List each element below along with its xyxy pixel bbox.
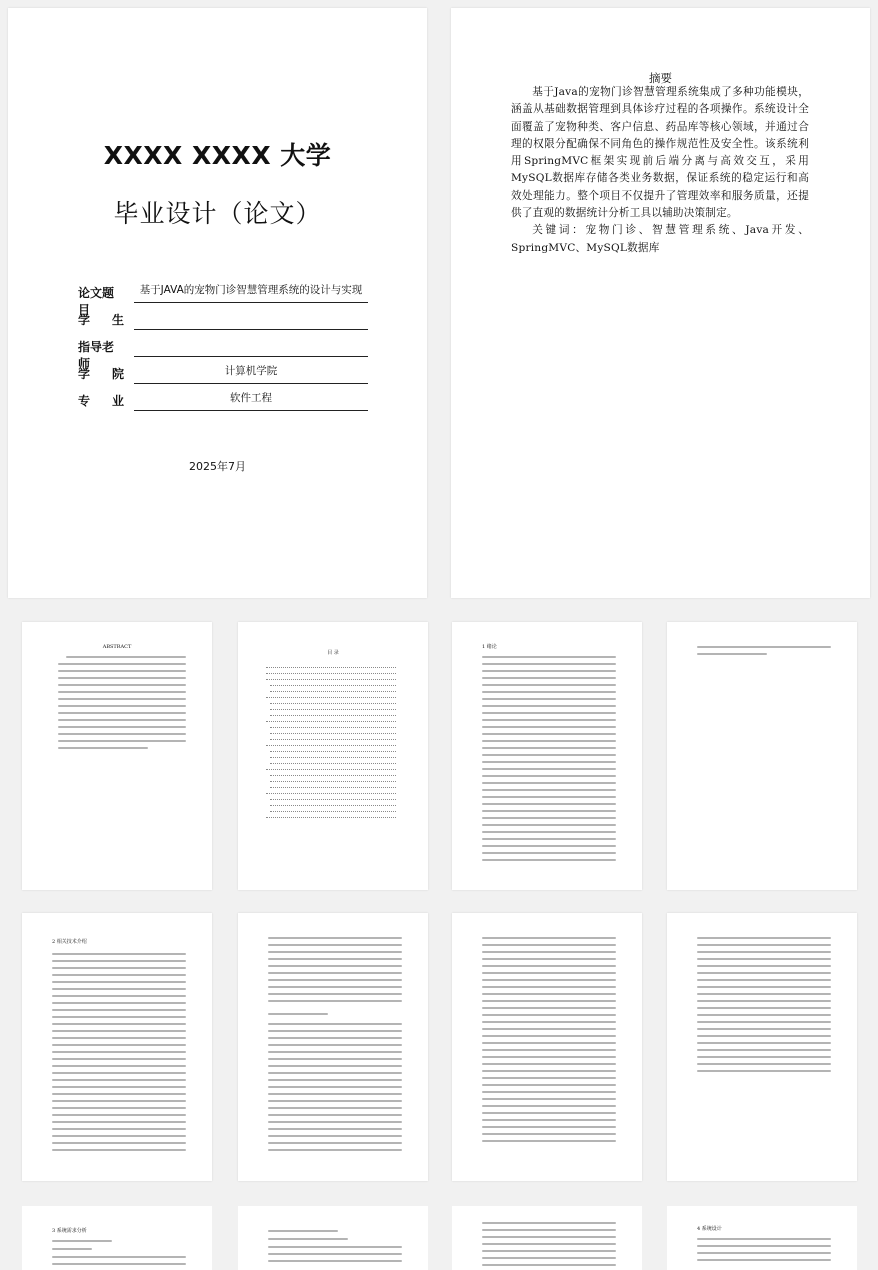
toc-entry (266, 720, 396, 722)
text-line (697, 653, 767, 655)
text-line (268, 1135, 402, 1137)
toc-entry (266, 678, 396, 680)
text-line (482, 677, 616, 679)
text-line (697, 944, 831, 946)
toc-entry (270, 732, 396, 734)
toc-entry (270, 738, 396, 740)
text-line (482, 789, 616, 791)
text-line (66, 656, 186, 658)
abstract-paragraph: 基于Java的宠物门诊智慧管理系统集成了多种功能模块，涵盖从基础数据管理到具体诊疗过程的各项操作。系统设计全面覆盖了宠物种类、客户信息、药品库等核心领域，并通过合理的权限分配确保不同角色的操作规范性及安全性。该系统利用SpringMVC框架实现前后端分离与高效交互，采用MySQL数据库存储各类业务数据，保证系统的稳定运行和高效处理能力。整个项目不仅提升了管理效率和服务质量，还提供了直观的数据统计分析工具以辅助决策制定。 (511, 86, 809, 220)
text-line (52, 988, 186, 990)
text-line (58, 670, 186, 672)
text-line (268, 1093, 402, 1095)
chapter-heading: 2 相关技术介绍 (52, 939, 87, 945)
text-line (482, 733, 616, 735)
text-line (482, 1063, 616, 1065)
text-line (58, 691, 186, 693)
info-label: 专 业 (78, 394, 124, 408)
text-line (697, 1035, 831, 1037)
text-line (697, 958, 831, 960)
text-line (482, 965, 616, 967)
text-line (482, 1119, 616, 1121)
chapter-heading: 3 系统需求分析 (52, 1228, 87, 1234)
info-row-topic (78, 280, 368, 317)
text-line (482, 684, 616, 686)
text-line (482, 663, 616, 665)
text-line (697, 1245, 831, 1247)
text-line (482, 979, 616, 981)
text-line (482, 1098, 616, 1100)
abstract-keywords: 关键词：宠物门诊、智慧管理系统、Java开发、SpringMVC、MySQL数据库 (511, 224, 809, 254)
text-line (58, 705, 186, 707)
text-line (268, 1072, 402, 1074)
text-line (58, 663, 186, 665)
text-line (268, 1023, 402, 1025)
text-line (482, 1112, 616, 1114)
text-line (482, 1229, 616, 1231)
text-line (482, 1035, 616, 1037)
chapter3-thumbnail[interactable] (22, 1206, 212, 1270)
toc-entry (270, 750, 396, 752)
text-line (697, 993, 831, 995)
text-line (58, 733, 186, 735)
text-line (58, 740, 186, 742)
text-line (482, 1014, 616, 1016)
text-line (268, 1079, 402, 1081)
text-line (52, 1023, 186, 1025)
info-value: 计算机学院 (134, 361, 368, 384)
info-value (134, 334, 368, 357)
chapter2-part4-thumbnail[interactable] (667, 913, 857, 1181)
text-line (482, 754, 616, 756)
toc-entry (270, 708, 396, 710)
text-line (52, 1072, 186, 1074)
text-line (268, 937, 402, 939)
text-line (482, 775, 616, 777)
text-line (52, 1044, 186, 1046)
text-line (482, 1133, 616, 1135)
toc-entry (270, 714, 396, 716)
english-abstract-thumbnail[interactable] (22, 622, 212, 890)
chapter-heading: 1 绪论 (482, 644, 497, 650)
text-line (482, 1007, 616, 1009)
text-line (482, 810, 616, 812)
text-line (52, 1009, 186, 1011)
text-line (52, 1065, 186, 1067)
text-line (52, 1100, 186, 1102)
text-line (52, 1149, 186, 1151)
text-line (52, 1016, 186, 1018)
text-line (482, 852, 616, 854)
text-line (482, 838, 616, 840)
text-line (52, 1051, 186, 1053)
info-row-student (78, 307, 368, 333)
text-line (482, 817, 616, 819)
text-line (58, 698, 186, 700)
text-line (482, 1021, 616, 1023)
text-line (697, 1259, 831, 1261)
text-line (268, 944, 402, 946)
text-line (482, 1105, 616, 1107)
text-line (482, 824, 616, 826)
text-line (482, 656, 616, 658)
toc-heading: 目 录 (327, 650, 339, 656)
toc-entry (266, 744, 396, 746)
text-line (268, 1058, 402, 1060)
text-line (482, 937, 616, 939)
text-line (482, 1000, 616, 1002)
text-line (268, 1230, 338, 1232)
text-line (52, 995, 186, 997)
english-abstract-heading: ABSTRACT (102, 644, 132, 650)
text-line (482, 1028, 616, 1030)
text-line (482, 1056, 616, 1058)
text-line (697, 1238, 831, 1240)
toc-entry (270, 684, 396, 686)
text-line (482, 1084, 616, 1086)
text-line (482, 1222, 616, 1224)
text-line (482, 1250, 616, 1252)
text-line (697, 937, 831, 939)
text-line (482, 1070, 616, 1072)
text-line (52, 1248, 92, 1250)
text-line (268, 1107, 402, 1109)
text-line (482, 740, 616, 742)
toc-entry (266, 666, 396, 668)
text-line (482, 712, 616, 714)
text-line (697, 1042, 831, 1044)
text-line (482, 1140, 616, 1142)
chapter2-continued-thumbnail[interactable] (238, 913, 428, 1181)
text-line (482, 1091, 616, 1093)
text-line (697, 965, 831, 967)
text-line (697, 986, 831, 988)
text-line (52, 967, 186, 969)
text-line (697, 1000, 831, 1002)
text-line (482, 719, 616, 721)
text-line (52, 1030, 186, 1032)
chapter3-part3-thumbnail[interactable] (452, 1206, 642, 1270)
text-line (268, 1000, 402, 1002)
text-line (52, 1002, 186, 1004)
text-line (268, 1086, 402, 1088)
toc-entry (270, 786, 396, 788)
info-value (134, 307, 368, 330)
text-line (697, 951, 831, 953)
toc-entry (270, 774, 396, 776)
text-line (52, 1037, 186, 1039)
toc-entry (266, 672, 396, 674)
text-line (52, 1142, 186, 1144)
toc-entry (270, 780, 396, 782)
text-line (482, 698, 616, 700)
text-line (482, 1126, 616, 1128)
text-line (268, 1100, 402, 1102)
text-line (482, 691, 616, 693)
text-line (482, 859, 616, 861)
text-line (52, 1135, 186, 1137)
toc-entry (270, 690, 396, 692)
text-line (482, 705, 616, 707)
text-line (58, 712, 186, 714)
text-line (482, 796, 616, 798)
info-value: 基于JAVA的宠物门诊智慧管理系统的设计与实现 (134, 280, 368, 303)
chapter1-continued-thumbnail[interactable] (667, 622, 857, 890)
text-line (268, 1246, 402, 1248)
text-line (268, 965, 402, 967)
text-line (482, 1257, 616, 1259)
chapter1-thumbnail[interactable] (452, 622, 642, 890)
thesis-type-title: 毕业设计（论文） (113, 199, 322, 228)
text-line (268, 1037, 402, 1039)
text-line (58, 719, 186, 721)
text-line (52, 1128, 186, 1130)
text-line (482, 747, 616, 749)
text-line (52, 1058, 186, 1060)
text-line (52, 1121, 186, 1123)
text-line (482, 831, 616, 833)
text-line (268, 979, 402, 981)
toc-entry (266, 696, 396, 698)
text-line (482, 1049, 616, 1051)
text-line (52, 1256, 186, 1258)
text-line (482, 782, 616, 784)
info-label: 学 生 (78, 313, 124, 327)
abstract-body (511, 84, 809, 257)
toc-thumbnail[interactable] (238, 622, 428, 890)
text-line (482, 1042, 616, 1044)
info-value: 软件工程 (134, 388, 368, 411)
text-line (482, 958, 616, 960)
text-line (58, 677, 186, 679)
text-line (697, 1056, 831, 1058)
text-line (268, 972, 402, 974)
text-line (58, 747, 148, 749)
text-line (268, 1044, 402, 1046)
text-line (268, 1142, 402, 1144)
text-line (268, 1149, 402, 1151)
info-label: 指导老师 (78, 340, 115, 371)
text-line (482, 768, 616, 770)
toc-entry (266, 816, 396, 818)
text-line (697, 1028, 831, 1030)
info-label: 学 院 (78, 367, 124, 381)
text-line (268, 993, 402, 995)
toc-entry (270, 810, 396, 812)
text-line (52, 1240, 112, 1242)
text-line (268, 1051, 402, 1053)
text-line (52, 960, 186, 962)
text-line (482, 986, 616, 988)
text-line (482, 726, 616, 728)
text-line (697, 1007, 831, 1009)
info-row-major (78, 388, 368, 414)
toc-entry (270, 726, 396, 728)
text-line (697, 979, 831, 981)
text-line (482, 845, 616, 847)
text-line (268, 1128, 402, 1130)
text-line (52, 1114, 186, 1116)
text-line (482, 993, 616, 995)
chapter2-part3-thumbnail[interactable] (452, 913, 642, 1181)
text-line (268, 1238, 348, 1240)
info-label: 论文题目 (78, 286, 115, 317)
chapter3-continued-thumbnail[interactable] (238, 1206, 428, 1270)
toc-entry (266, 768, 396, 770)
chapter2-thumbnail[interactable] (22, 913, 212, 1181)
text-line (268, 986, 402, 988)
text-line (52, 1079, 186, 1081)
abstract-heading: 摘要 (649, 71, 672, 85)
toc-entry (270, 702, 396, 704)
text-line (58, 726, 186, 728)
toc-entry (270, 804, 396, 806)
text-line (268, 1121, 402, 1123)
text-line (697, 646, 831, 648)
text-line (268, 1260, 402, 1262)
text-line (58, 684, 186, 686)
text-line (268, 1253, 402, 1255)
text-line (268, 958, 402, 960)
text-line (268, 1114, 402, 1116)
text-line (52, 1263, 186, 1265)
text-line (482, 972, 616, 974)
text-line (697, 1063, 831, 1065)
text-line (482, 761, 616, 763)
text-line (268, 1013, 328, 1015)
text-line (52, 1107, 186, 1109)
cover-date: 2025年7月 (189, 460, 246, 473)
university-name: XXXX XXXX 大学 (103, 141, 332, 170)
text-line (482, 951, 616, 953)
toc-entry (270, 798, 396, 800)
toc-entry (270, 756, 396, 758)
text-line (697, 1014, 831, 1016)
text-line (268, 1065, 402, 1067)
text-line (52, 1093, 186, 1095)
text-line (52, 953, 186, 955)
text-line (697, 1070, 831, 1072)
text-line (697, 1049, 831, 1051)
text-line (52, 1086, 186, 1088)
text-line (52, 981, 186, 983)
text-line (697, 1021, 831, 1023)
text-line (482, 1264, 616, 1266)
toc-entry (270, 762, 396, 764)
text-line (52, 974, 186, 976)
text-line (697, 1252, 831, 1254)
cover-page (8, 8, 427, 598)
abstract-page (451, 8, 870, 598)
info-row-college (78, 361, 368, 387)
text-line (482, 1077, 616, 1079)
text-line (482, 670, 616, 672)
text-line (482, 1243, 616, 1245)
text-line (482, 803, 616, 805)
chapter4-thumbnail[interactable] (667, 1206, 857, 1270)
text-line (268, 1030, 402, 1032)
chapter-heading: 4 系统设计 (697, 1226, 722, 1232)
text-line (482, 1236, 616, 1238)
text-line (697, 972, 831, 974)
text-line (268, 951, 402, 953)
text-line (482, 944, 616, 946)
toc-entry (266, 792, 396, 794)
